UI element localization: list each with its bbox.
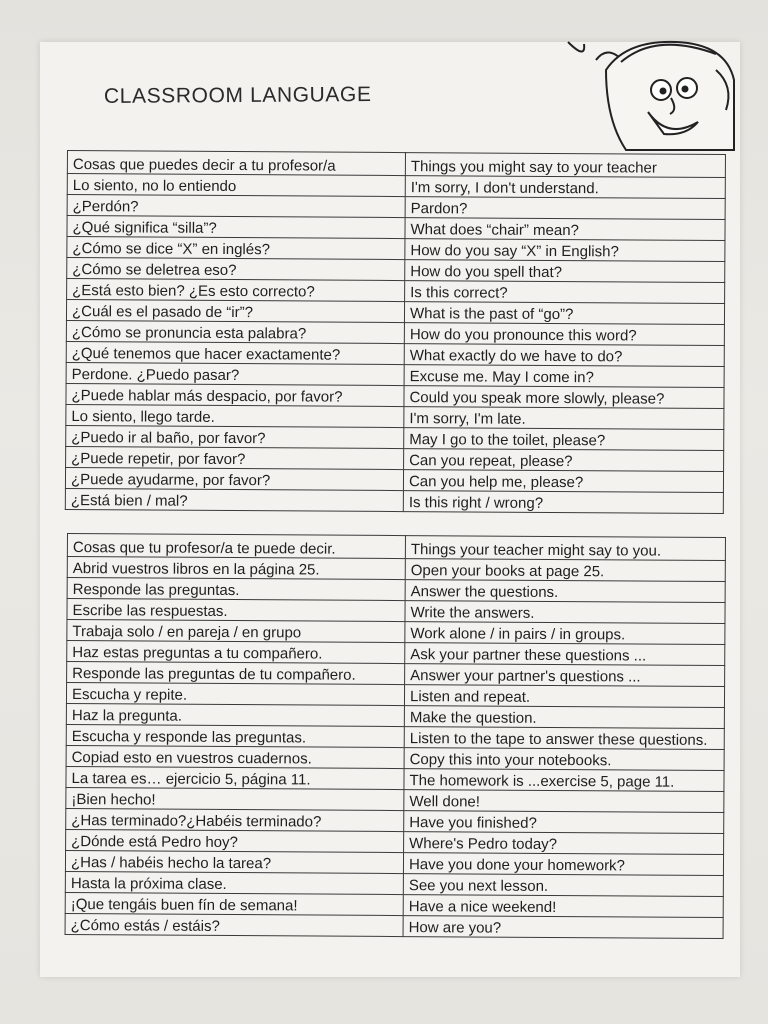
english-phrase: Can you help me, please? xyxy=(403,470,723,493)
english-phrase: How are you? xyxy=(403,916,723,939)
english-phrase: Listen and repeat. xyxy=(404,685,724,708)
english-phrase: What is the past of “go”? xyxy=(404,302,724,325)
spanish-phrase: Hasta la próxima clase. xyxy=(65,871,403,894)
spanish-phrase: ¿Está esto bien? ¿Es esto correcto? xyxy=(67,279,405,302)
spanish-phrase: ¿Está bien / mal? xyxy=(65,488,403,511)
english-phrase: I'm sorry, I don't understand. xyxy=(405,176,725,199)
spanish-phrase: ¿Cómo se deletrea eso? xyxy=(67,258,405,281)
english-phrase: Open your books at page 25. xyxy=(405,559,725,582)
spanish-phrase: ¿Puede hablar más despacio, por favor? xyxy=(66,383,404,406)
english-phrase: Have a nice weekend! xyxy=(403,895,723,918)
spanish-phrase: Lo siento, no lo entiendo xyxy=(67,174,405,197)
english-phrase: How do you say “X” in English? xyxy=(405,239,725,262)
page-title: CLASSROOM LANGUAGE xyxy=(103,83,372,108)
spanish-phrase: Copiad esto en vuestros cuadernos. xyxy=(66,745,404,768)
english-phrase: Answer the questions. xyxy=(405,580,725,603)
spanish-phrase: Escucha y responde las preguntas. xyxy=(66,724,404,747)
table-row xyxy=(65,913,723,938)
header-spanish: Cosas que tu profesor/a te puede decir. xyxy=(67,534,405,559)
student-phrases-table xyxy=(65,150,726,514)
spanish-phrase: Abrid vuestros libros en la página 25. xyxy=(67,557,405,580)
spanish-phrase: ¿Has terminado?¿Habéis terminado? xyxy=(66,808,404,831)
spanish-phrase: Perdone. ¿Puedo pasar? xyxy=(66,362,404,385)
table-header-row xyxy=(67,151,725,178)
spanish-phrase: Haz estas preguntas a tu compañero. xyxy=(67,641,405,664)
english-phrase: How do you spell that? xyxy=(405,260,725,283)
spanish-phrase: ¿Qué tenemos que hacer exactamente? xyxy=(66,341,404,364)
english-phrase: Have you done your homework? xyxy=(403,853,723,876)
spanish-phrase: ¿Perdón? xyxy=(67,195,405,218)
header-english: Things your teacher might say to you. xyxy=(405,536,725,561)
english-phrase: Write the answers. xyxy=(405,601,725,624)
english-phrase: May I go to the toilet, please? xyxy=(404,428,724,451)
teacher-phrases-table xyxy=(65,533,726,939)
english-phrase: I'm sorry, I'm late. xyxy=(404,407,724,430)
english-phrase: See you next lesson. xyxy=(403,874,723,897)
cartoon-student-illustration xyxy=(566,40,736,152)
spanish-phrase: Escribe las respuestas. xyxy=(67,599,405,622)
spanish-phrase: Responde las preguntas de tu compañero. xyxy=(67,662,405,685)
spanish-phrase: ¿Dónde está Pedro hoy? xyxy=(66,829,404,852)
spanish-phrase: ¿Cómo estás / estáis? xyxy=(65,913,403,936)
english-phrase: Is this correct? xyxy=(405,281,725,304)
spanish-phrase: ¿Qué significa “silla”? xyxy=(67,216,405,239)
english-phrase: Listen to the tape to answer these questions. xyxy=(404,727,724,750)
english-phrase: Pardon? xyxy=(405,197,725,220)
english-phrase: Can you repeat, please? xyxy=(404,449,724,472)
spanish-phrase: ¿Puedo ir al baño, por favor? xyxy=(66,425,404,448)
spanish-phrase: ¿Puede ayudarme, por favor? xyxy=(65,467,403,490)
english-phrase: Work alone / in pairs / in groups. xyxy=(405,622,725,645)
english-phrase: Could you speak more slowly, please? xyxy=(404,386,724,409)
english-phrase: How do you pronounce this word? xyxy=(404,323,724,346)
spanish-phrase: ¿Has / habéis hecho la tarea? xyxy=(65,850,403,873)
english-phrase: What does “chair” mean? xyxy=(405,218,725,241)
english-phrase: Have you finished? xyxy=(404,811,724,834)
spanish-phrase: ¿Cuál es el pasado de “ir”? xyxy=(66,300,404,323)
english-phrase: Copy this into your notebooks. xyxy=(404,748,724,771)
header-spanish: Cosas que puedes decir a tu profesor/a xyxy=(67,151,405,176)
english-phrase: Is this right / wrong? xyxy=(403,491,723,514)
spanish-phrase: La tarea es… ejercicio 5, página 11. xyxy=(66,766,404,789)
english-phrase: Excuse me. May I come in? xyxy=(404,365,724,388)
spanish-phrase: Lo siento, llego tarde. xyxy=(66,404,404,427)
english-phrase: What exactly do we have to do? xyxy=(404,344,724,367)
spanish-phrase: Trabaja solo / en pareja / en grupo xyxy=(67,620,405,643)
spanish-phrase: Haz la pregunta. xyxy=(66,703,404,726)
english-phrase: Make the question. xyxy=(404,706,724,729)
table-row xyxy=(65,488,723,513)
english-phrase: Well done! xyxy=(404,790,724,813)
spanish-phrase: ¿Cómo se pronuncia esta palabra? xyxy=(66,320,404,343)
english-phrase: Answer your partner's questions ... xyxy=(405,664,725,687)
english-phrase: The homework is ...exercise 5, page 11. xyxy=(404,769,724,792)
spanish-phrase: ¡Bien hecho! xyxy=(66,787,404,810)
spanish-phrase: Escucha y repite. xyxy=(66,683,404,706)
english-phrase: Ask your partner these questions ... xyxy=(405,643,725,666)
spanish-phrase: ¿Cómo se dice “X” en inglés? xyxy=(67,237,405,260)
spanish-phrase: ¿Puede repetir, por favor? xyxy=(66,446,404,469)
english-phrase: Where's Pedro today? xyxy=(404,832,724,855)
table-header-row xyxy=(67,534,725,561)
spanish-phrase: ¡Que tengáis buen fín de semana! xyxy=(65,892,403,915)
header-english: Things you might say to your teacher xyxy=(405,153,725,178)
spanish-phrase: Responde las preguntas. xyxy=(67,578,405,601)
